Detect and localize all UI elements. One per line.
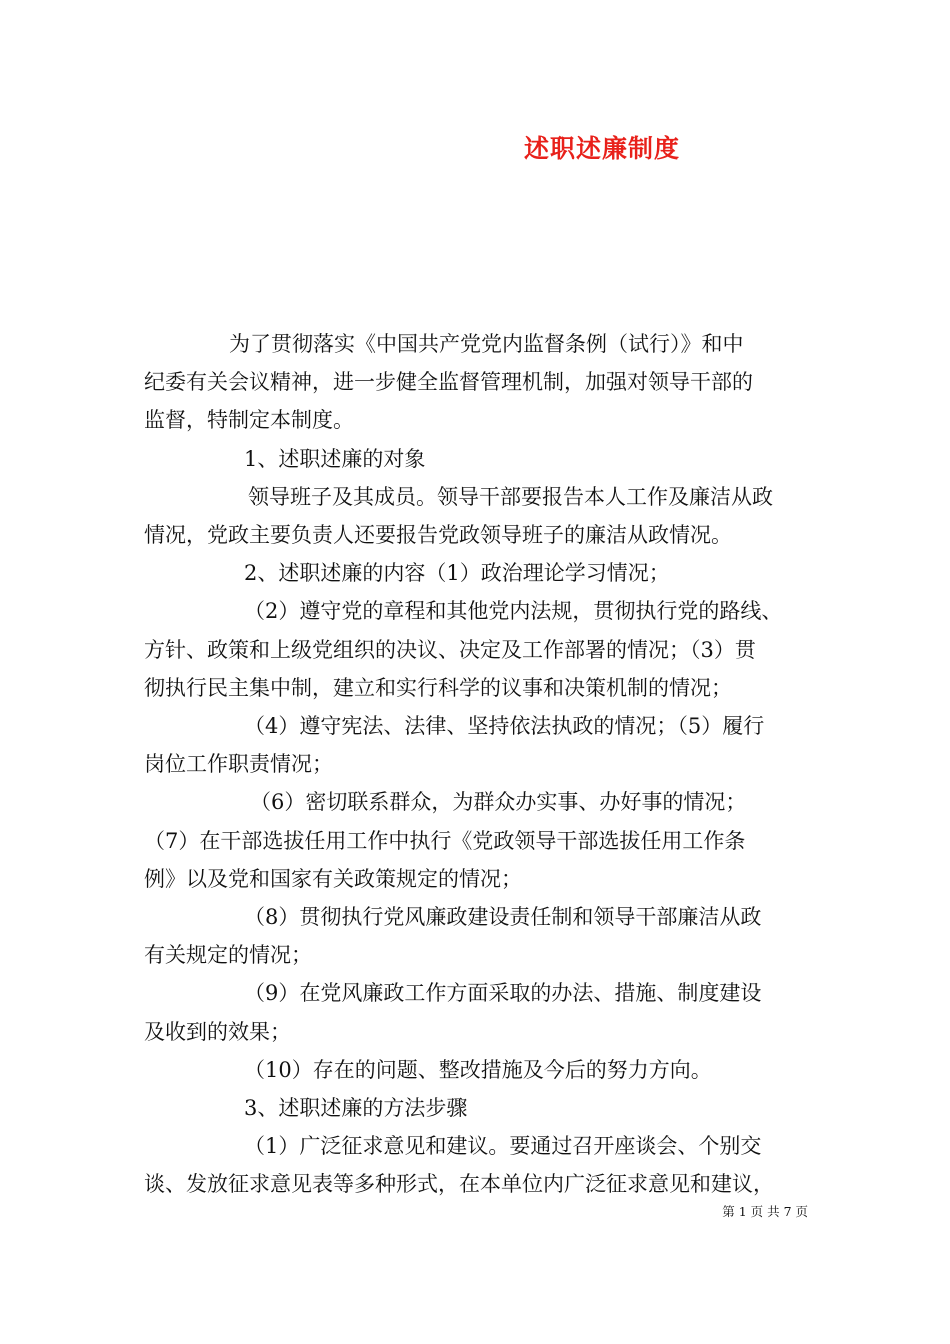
body-line: （1）广泛征求意见和建议。要通过召开座谈会、个别交 — [244, 1134, 762, 1159]
body-line: （2）遵守党的章程和其他党内法规，贯彻执行党的路线、 — [244, 599, 783, 624]
body-line: 监督，特制定本制度。 — [144, 408, 354, 433]
body-line: 谈、发放征求意见表等多种形式，在本单位内广泛征求意见和建议， — [144, 1172, 774, 1197]
body-line: 纪委有关会议精神，进一步健全监督管理机制，加强对领导干部的 — [144, 370, 753, 395]
body-line: 情况，党政主要负责人还要报告党政领导班子的廉洁从政情况。 — [144, 523, 732, 548]
page-number: 第 1 页 共 7 页 — [722, 1204, 808, 1219]
body-line: 领导班子及其成员。领导干部要报告本人工作及廉洁从政 — [248, 484, 773, 509]
body-line: （9）在党风廉政工作方面采取的办法、措施、制度建设 — [244, 981, 762, 1006]
document-title: 述职述廉制度 — [523, 134, 680, 163]
body-line: 岗位工作职责情况； — [144, 752, 333, 777]
body-line: （6）密切联系群众，为群众办实事、办好事的情况； — [250, 790, 747, 815]
section-heading: 3、述职述廉的方法步骤 — [244, 1096, 468, 1121]
body-line: （8）贯彻执行党风廉政建设责任制和领导干部廉洁从政 — [244, 905, 762, 930]
section-heading: 1、述职述廉的对象 — [244, 446, 426, 471]
body-line: （7）在干部选拔任用工作中执行《党政领导干部选拔任用工作条 — [144, 828, 746, 853]
body-line: 及收到的效果； — [144, 1019, 291, 1044]
body-line: （10）存在的问题、整改措施及今后的努力方向。 — [244, 1057, 712, 1082]
body-line: 有关规定的情况； — [144, 943, 312, 968]
document-body — [144, 325, 812, 1204]
body-line: 例》以及党和国家有关政策规定的情况； — [144, 866, 522, 891]
body-line: 为了贯彻落实《中国共产党党内监督条例（试行）》和中 — [229, 332, 744, 356]
body-line: 方针、政策和上级党组织的决议、决定及工作部署的情况；（3）贯 — [144, 637, 756, 662]
body-line: 彻执行民主集中制，建立和实行科学的议事和决策机制的情况； — [144, 675, 732, 700]
body-line: （4）遵守宪法、法律、坚持依法执政的情况；（5）履行 — [244, 714, 765, 739]
section-heading: 2、述职述廉的内容（1）政治理论学习情况； — [244, 561, 670, 586]
